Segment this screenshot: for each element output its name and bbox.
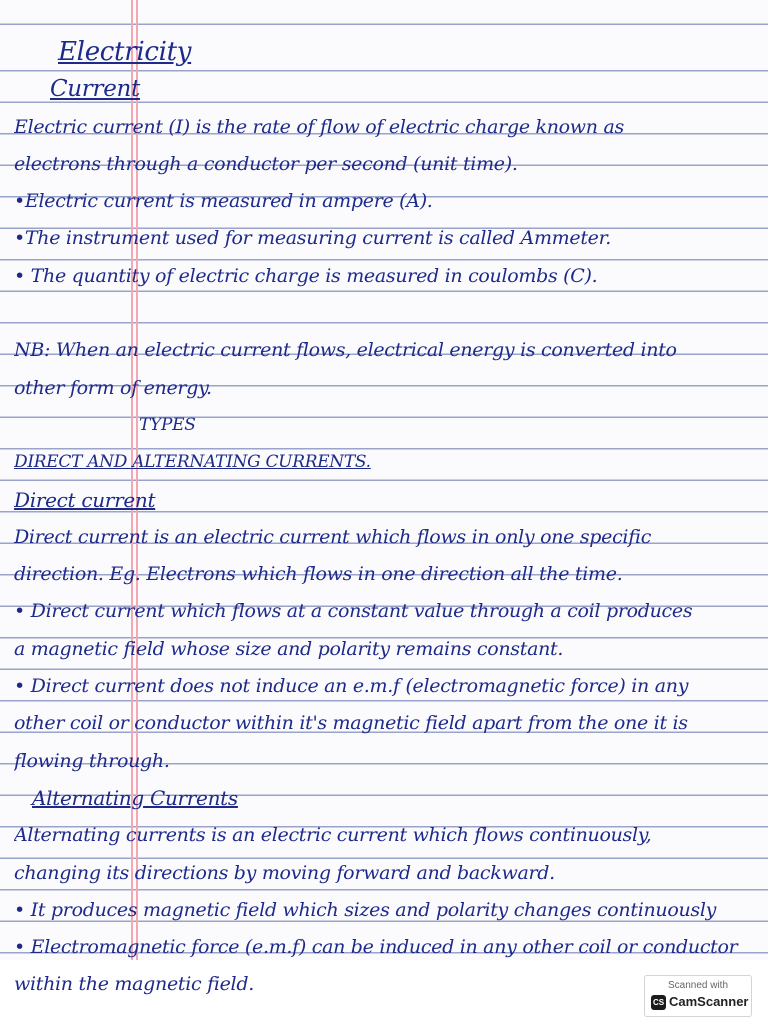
bullet-line: • Direct current which flows at a constant value through a coil produces	[14, 600, 693, 623]
note-line: a magnetic field whose size and polarity remains constant.	[14, 637, 564, 660]
note-line: direction. Eg. Electrons which flows in one direction all the time.	[14, 563, 623, 586]
bullet-line: •The instrument used for measuring current is called Ammeter.	[14, 227, 612, 250]
bullet-line: • Electromagnetic force (e.m.f) can be induced in any other coil or conductor	[14, 936, 738, 959]
heading-current: Current	[50, 76, 140, 103]
note-line: other coil or conductor within it's magnetic field apart from the one it is	[14, 712, 688, 735]
note-line: Electric current (I) is the rate of flow of electric charge known as	[14, 115, 624, 138]
note-line: Alternating currents is an electric current which flows continuously,	[14, 824, 652, 847]
note-line: other form of energy.	[14, 376, 212, 399]
camscanner-logo-icon: CS	[651, 995, 666, 1010]
note-line: NB: When an electric current flows, electrical energy is converted into	[14, 339, 677, 362]
bullet-line: •Electric current is measured in ampere (A).	[14, 190, 433, 213]
heading-direct-current: Direct current	[14, 487, 156, 512]
bullet-line: • Direct current does not induce an e.m.f (electromagnetic force) in any	[14, 675, 689, 698]
page-title: Electricity	[58, 37, 192, 67]
note-line: Direct current is an electric current which flows in only one specific	[14, 525, 652, 548]
bullet-line: • The quantity of electric charge is measured in coulombs (C).	[14, 264, 598, 287]
note-line: electrons through a conductor per second (unit time).	[14, 152, 518, 175]
note-line: changing its directions by moving forward and backward.	[14, 861, 555, 884]
scanned-with-text: Scanned with	[667, 980, 729, 991]
camscanner-name: CamScanner	[669, 994, 749, 1009]
section-heading: DIRECT AND ALTERNATING CURRENTS.	[14, 452, 371, 473]
handwritten-notes	[14, 34, 754, 1004]
types-heading: TYPES	[139, 414, 196, 435]
note-line: within the magnetic field.	[14, 973, 254, 996]
note-line: flowing through.	[14, 749, 170, 772]
camscanner-watermark	[644, 975, 752, 1017]
heading-alternating-currents: Alternating Currents	[32, 785, 238, 810]
bullet-line: • It produces magnetic field which sizes and polarity changes continuously	[14, 898, 717, 921]
